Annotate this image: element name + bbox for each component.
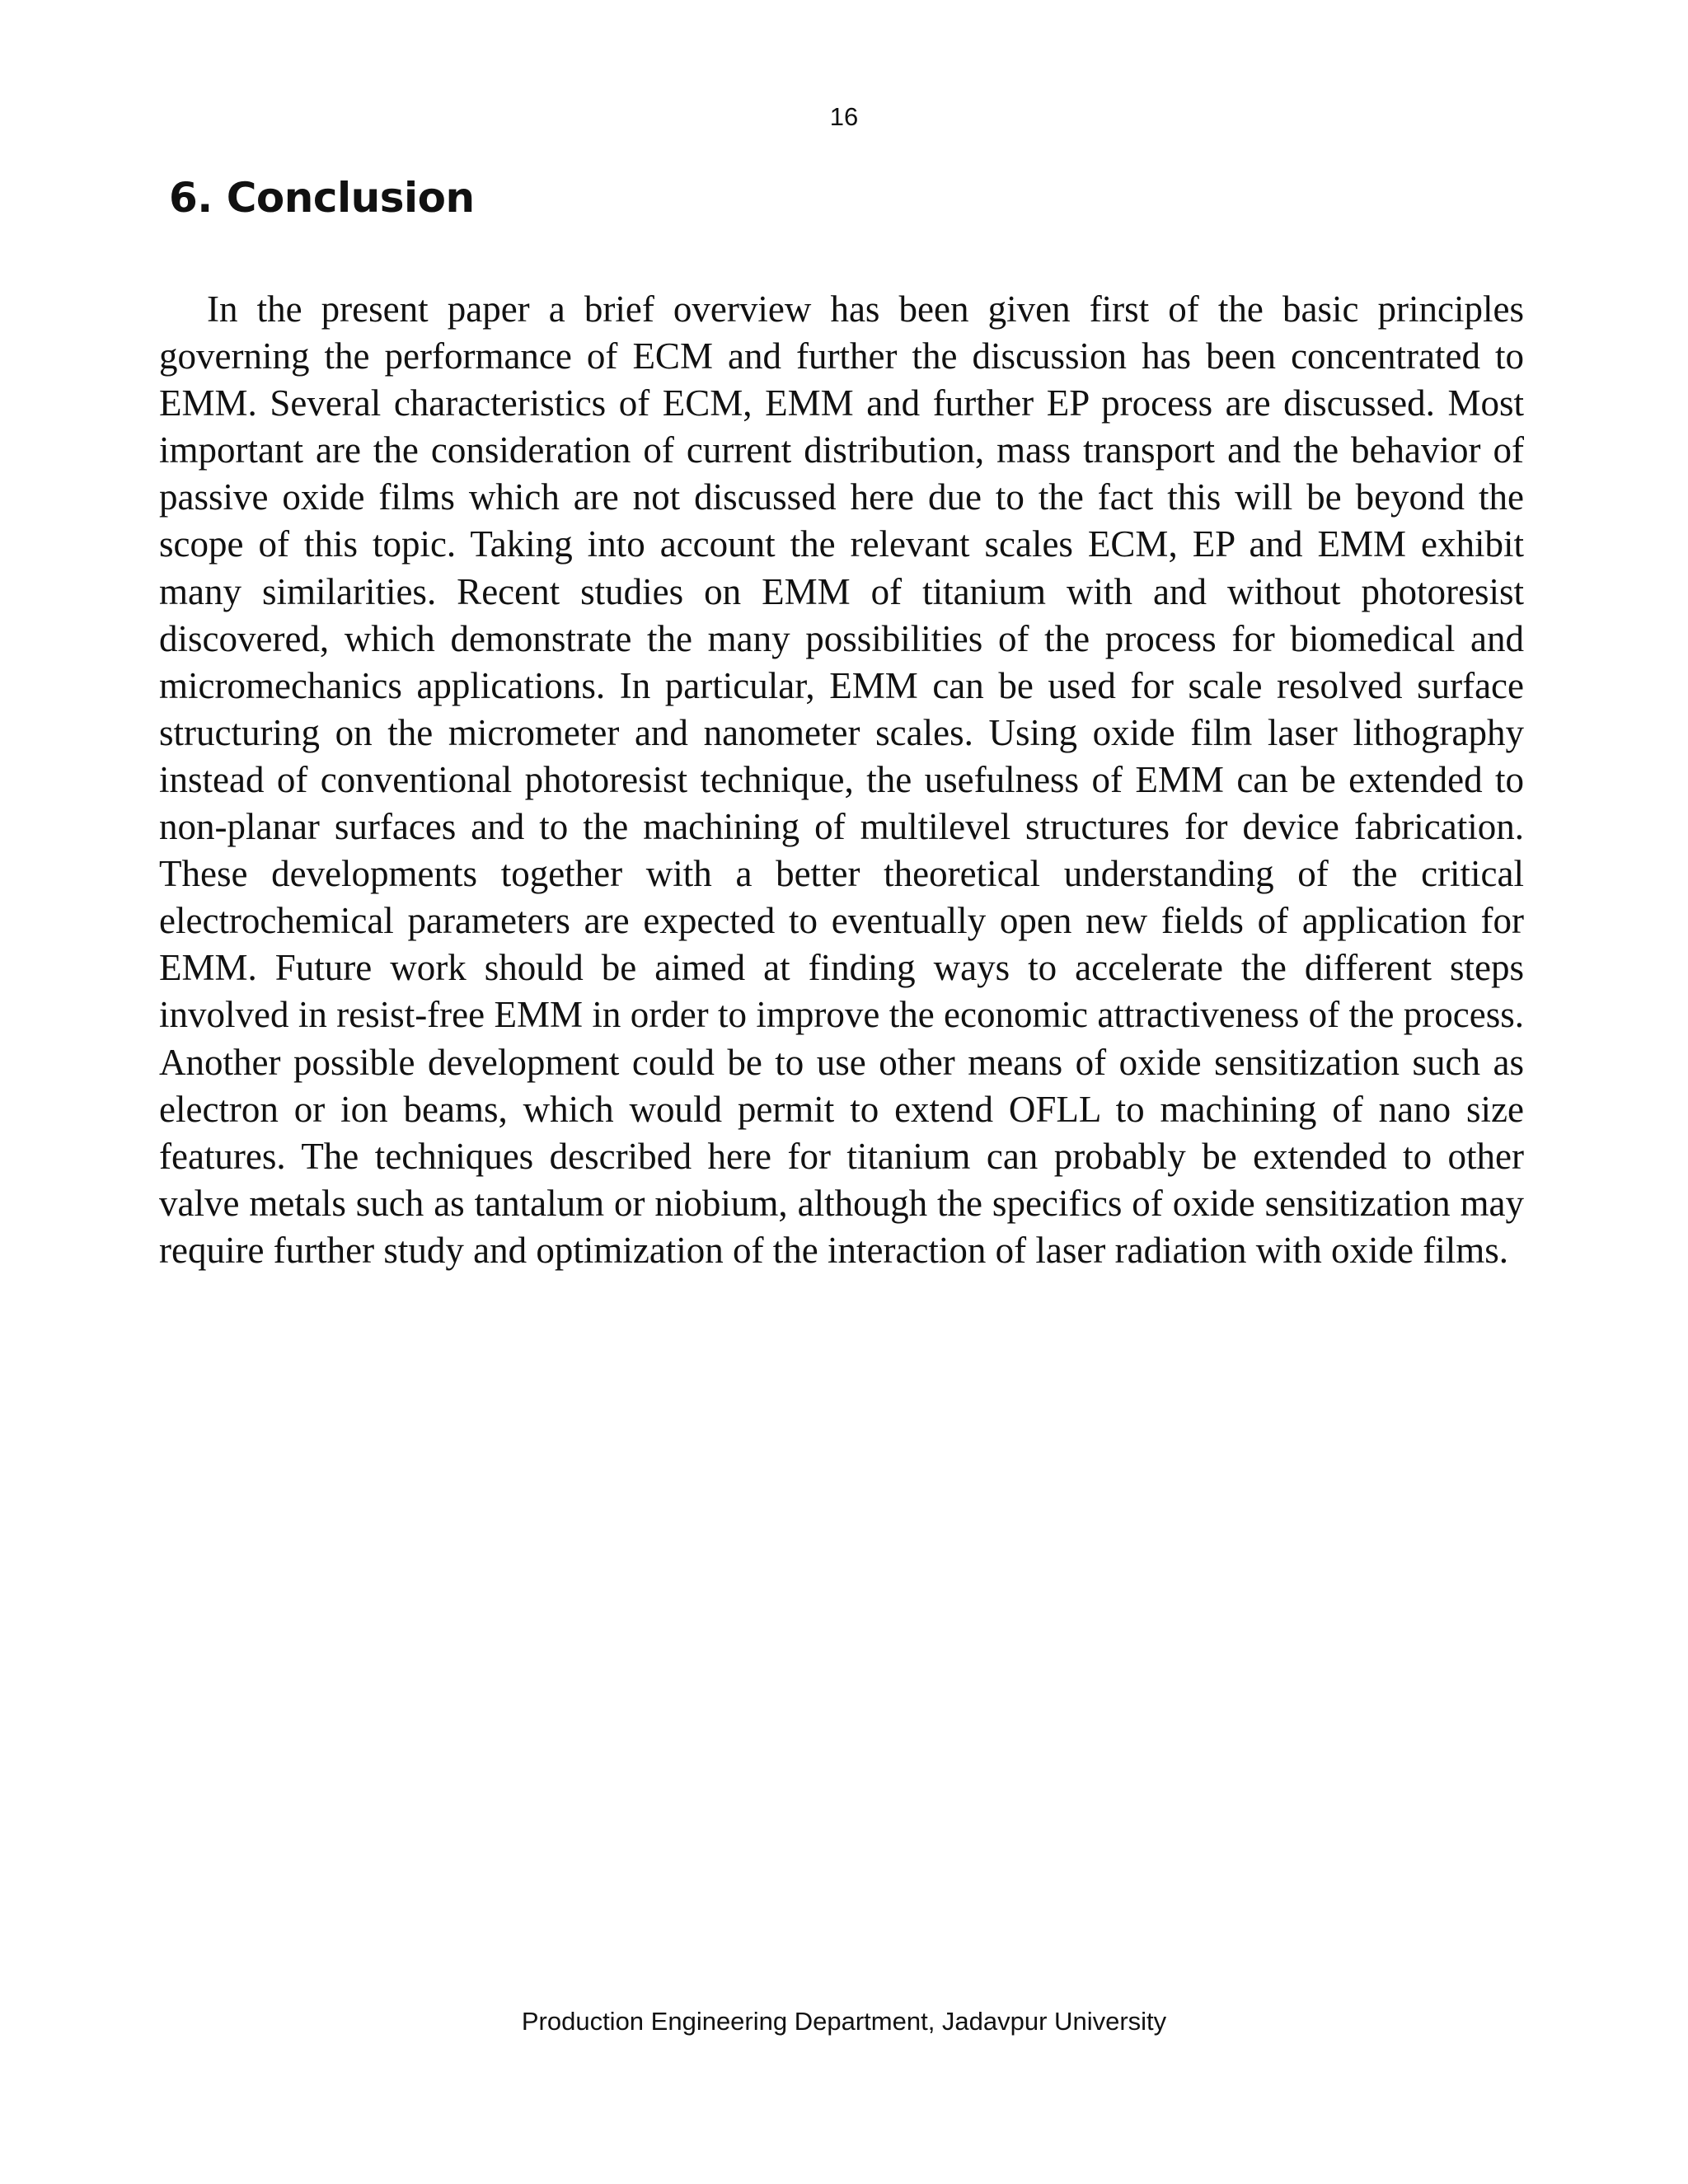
page-number: 16 — [829, 102, 859, 131]
conclusion-paragraph: In the present paper a brief overview has been given first of the basic principles governing the performance of ECM and further the discussion has been concentrated to EMM. Several characteristics of ECM, EMM and further EP process are discussed. Most important are the consideration of current distribution, mass transport and the behavior of passive oxide films which are not discussed here due to the fact this will be beyond the scope of this topic. Taking into account the relevant scales ECM, EP and EMM exhibit many similarities. Recent studies on EMM of titanium with and without photoresist discovered, which demonstrate the many possibilities of the process for biomedical and micromechanics applications. In particular, EMM can be used for scale resolved surface structuring on the micrometer and nanometer scales. Using oxide film laser lithography instead of conventional photoresist technique, the usefulness of EMM can be extended to non-planar surfaces and to the machining of multilevel structures for device fabrication. These developments together with a better theoretical understanding of the critical electrochemical parameters are expected to eventually open new fields of application for EMM. Future work should be aimed at finding ways to accelerate the different steps involved in resist-free EMM in order to improve the economic attractiveness of the process. Another possible development could be to use other means of oxide sensitization such as electron or ion beams, which would permit to extend OFLL to machining of nano size features. The techniques described here for titanium can probably be extended to other valve metals such as tantalum or niobium, although the specifics of oxide sensitization may require further study and optimization of the interaction of laser radiation with oxide films. — [159, 288, 1524, 1271]
section-heading: 6. Conclusion — [169, 174, 475, 222]
page-footer: Production Engineering Department, Jadavpur University — [521, 2007, 1167, 2036]
